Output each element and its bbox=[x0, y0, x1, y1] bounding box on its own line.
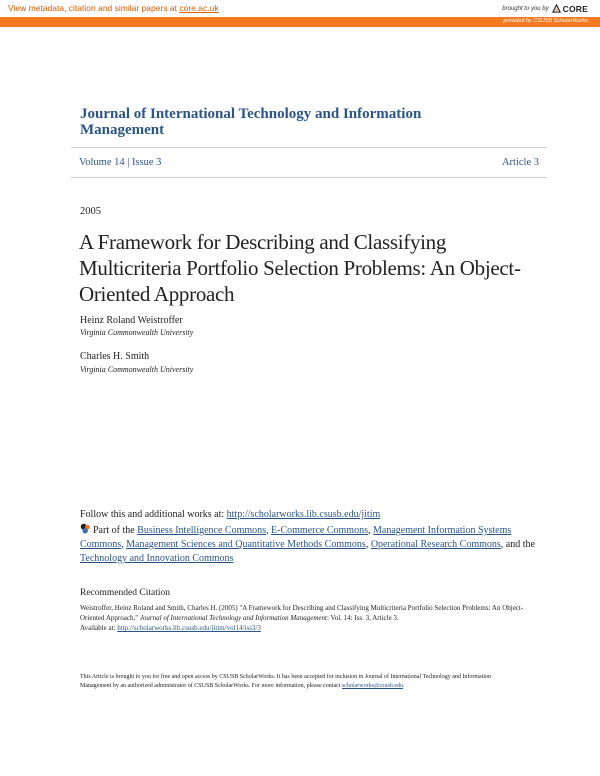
core-banner-top bbox=[0, 0, 600, 17]
part-of-prefix: Part of the bbox=[93, 525, 138, 536]
author-affiliation: Virginia Commonwealth University bbox=[80, 365, 194, 374]
citation-journal: Journal of International Technology and Information Management bbox=[139, 614, 327, 622]
core-logo-text: CORE bbox=[562, 3, 588, 14]
article-link[interactable]: Article 3 bbox=[501, 157, 539, 168]
citation-main: Weistroffer, Heinz Roland and Smith, Charles H. (2005) "A Framework for Describing and Classifying Multicriteria Portfolio Selection Problems: An Object-Oriented Approach," bbox=[80, 604, 524, 622]
vol-separator: | bbox=[124, 157, 132, 168]
access-notice bbox=[80, 673, 500, 691]
commons-link-technology-innovation[interactable]: Technology and Innovation Commons bbox=[80, 553, 234, 564]
core-brought-by bbox=[502, 2, 588, 15]
author-name: Heinz Roland Weistroffer bbox=[80, 315, 183, 326]
publication-year: 2005 bbox=[80, 206, 101, 217]
core-link-prefix: View metadata, citation and similar papers at bbox=[8, 3, 180, 13]
commons-link-management-information-systems[interactable]: Management Information Systems Commons bbox=[80, 525, 512, 550]
paper-title: A Framework for Describing and Classifying Multicriteria Portfolio Selection Problems: An Object-Oriented Approach bbox=[79, 230, 521, 306]
volume-issue-line bbox=[79, 157, 539, 168]
list-separator: , bbox=[367, 525, 373, 536]
commons-link-operational-research[interactable]: Operational Research Commons bbox=[370, 539, 501, 550]
provided-by-text: provided by CSUSB ScholarWorks bbox=[503, 18, 588, 24]
access-notice-text: This Article is brought to you for free and open access by CSUSB ScholarWorks. It has been accepted for inclusion in Journal of International Technology and Information Management by an authorized administrator of CSUSB ScholarWorks. For more information, please contact bbox=[80, 674, 492, 689]
core-banner bbox=[0, 0, 600, 27]
list-separator: , bbox=[121, 539, 127, 550]
volume-link[interactable]: Volume 14 bbox=[79, 157, 125, 168]
citation-text bbox=[80, 603, 540, 633]
commons-link-business-intelligence[interactable]: Business Intelligence Commons bbox=[137, 525, 267, 536]
list-separator: , bbox=[266, 525, 272, 536]
core-logo[interactable] bbox=[552, 4, 588, 14]
divider-bottom bbox=[71, 177, 547, 178]
core-logo-icon bbox=[552, 4, 561, 13]
recommended-citation-heading: Recommended Citation bbox=[80, 588, 170, 598]
follow-line bbox=[80, 509, 380, 520]
contact-email-link[interactable]: scholarworks@csusb.edu bbox=[341, 683, 403, 689]
issue-link[interactable]: Issue 3 bbox=[131, 157, 162, 168]
citation-url-link[interactable]: http://scholarworks.lib.csusb.edu/jitim/vol14/iss3/3 bbox=[117, 624, 261, 632]
repository-link[interactable]: http://scholarworks.lib.csusb.edu/jitim bbox=[226, 509, 381, 520]
commons-link-e-commerce[interactable]: E-Commerce Commons bbox=[271, 525, 368, 536]
list-separator: , bbox=[365, 539, 371, 550]
journal-title[interactable]: Journal of International Technology and Information Management bbox=[80, 106, 422, 138]
commons-link-management-sciences[interactable]: Management Sciences and Quantitative Methods Commons bbox=[126, 539, 366, 550]
bepress-commons-icon bbox=[80, 523, 91, 534]
core-link[interactable]: core.ac.uk bbox=[179, 3, 219, 13]
core-metadata-text bbox=[8, 3, 219, 13]
author-name: Charles H. Smith bbox=[80, 351, 150, 362]
access-notice-end: . bbox=[402, 683, 405, 689]
part-of-commons bbox=[80, 523, 540, 566]
citation-tail: : Vol. 14: Iss. 3, Article 3. bbox=[326, 614, 399, 622]
available-prefix: Available at: bbox=[80, 624, 118, 632]
list-and-the: , and the bbox=[500, 539, 535, 550]
brought-to-you-text: brought to you by bbox=[502, 5, 549, 12]
author-affiliation: Virginia Commonwealth University bbox=[80, 328, 194, 337]
follow-prefix: Follow this and additional works at: bbox=[80, 509, 227, 520]
divider-top bbox=[71, 147, 547, 148]
